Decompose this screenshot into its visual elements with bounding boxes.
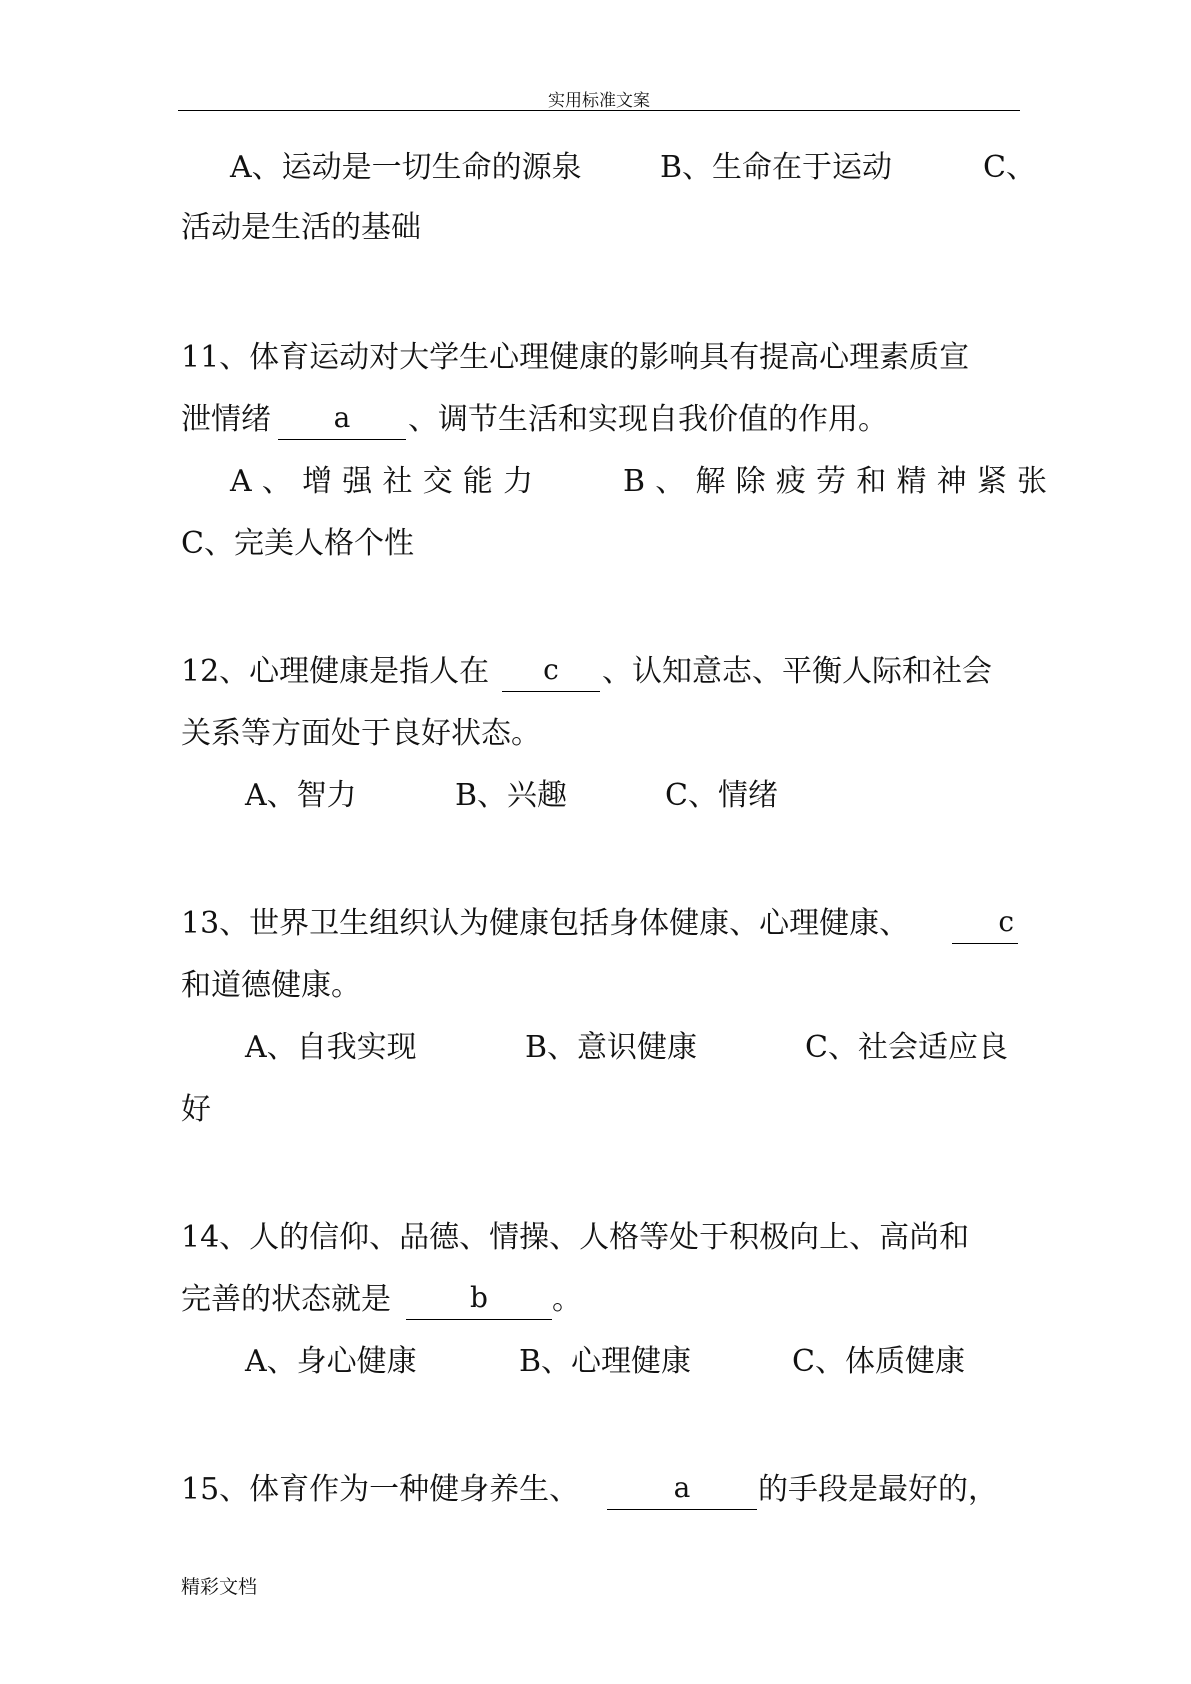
q14-question-line2-start: 完善的状态就是 (181, 1282, 391, 1317)
q12-option-c: C、情绪 (665, 778, 778, 813)
q15-question-line1-start: 15、体育作为一种健身养生、 (181, 1472, 580, 1507)
header-divider (178, 110, 1020, 111)
q11-question-line2-start: 泄情绪 (181, 402, 271, 437)
q10-option-a: A、运动是一切生命的源泉 (230, 150, 582, 185)
q13-option-c: C、社会适应良 (805, 1030, 1008, 1065)
q12-option-a: A、智力 (245, 778, 357, 813)
page-footer: 精彩文档 (181, 1576, 258, 1598)
q10-option-c-continued: 活动是生活的基础 (181, 210, 421, 245)
q12-question-line1-start: 12、心理健康是指人在 (181, 654, 490, 689)
q13-option-a: A、自我实现 (245, 1030, 417, 1065)
q11-option-a: A、增强社交能力 (230, 464, 544, 499)
q11-option-b: B、解除疲劳和精神紧张 (623, 464, 1058, 499)
q10-option-c: C、 (983, 150, 1036, 185)
q13-option-c-continued: 好 (181, 1092, 211, 1127)
page-header: 实用标准文案 (548, 91, 650, 111)
q13-answer-blank: c (952, 904, 1018, 944)
q12-question-line1-end: 、认知意志、平衡人际和社会 (602, 654, 992, 689)
q10-option-b: B、生命在于运动 (660, 150, 893, 185)
q14-question-line2-end: 。 (552, 1282, 582, 1317)
q14-option-c: C、体质健康 (792, 1344, 965, 1379)
q14-option-a: A、身心健康 (245, 1344, 417, 1379)
q15-answer-blank: a (607, 1470, 757, 1510)
q12-answer-blank: c (502, 652, 600, 692)
q13-question-line1: 13、世界卫生组织认为健康包括身体健康、心理健康、 (181, 906, 910, 941)
q11-question-line2-end: 、调节生活和实现自我价值的作用。 (408, 402, 888, 437)
q12-question-line2: 关系等方面处于良好状态。 (181, 716, 541, 751)
q14-option-b: B、心理健康 (519, 1344, 692, 1379)
q13-question-line2: 和道德健康。 (181, 968, 361, 1003)
q11-answer-blank: a (278, 400, 406, 440)
q13-option-b: B、意识健康 (525, 1030, 698, 1065)
q14-answer-blank: b (406, 1280, 552, 1320)
q12-option-b: B、兴趣 (455, 778, 568, 813)
q11-question-line1: 11、体育运动对大学生心理健康的影响具有提高心理素质宣 (181, 340, 970, 375)
q14-question-line1: 14、人的信仰、品德、情操、人格等处于积极向上、高尚和 (181, 1220, 970, 1255)
q11-option-c: C、完美人格个性 (181, 526, 414, 561)
q15-question-line1-end: 的手段是最好的， (758, 1472, 998, 1507)
